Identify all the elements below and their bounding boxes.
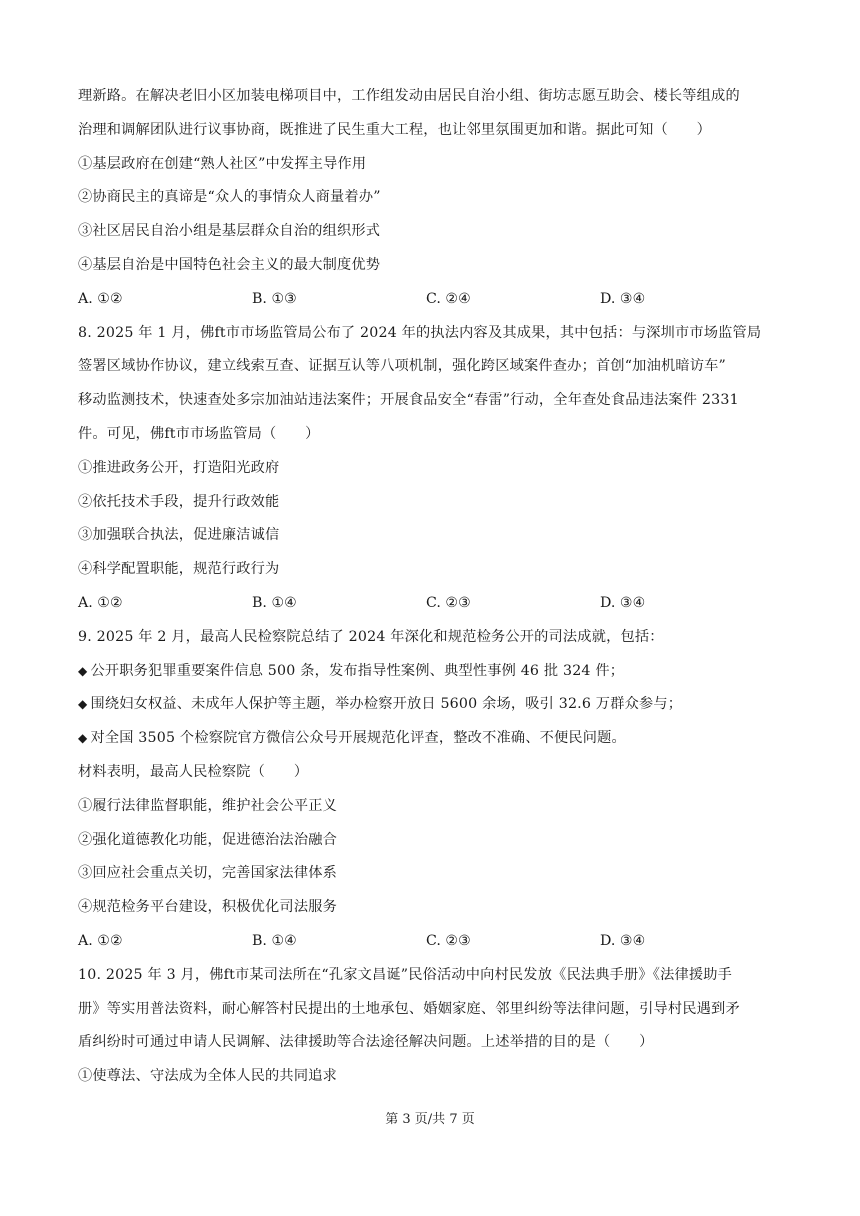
- statement: ④科学配置职能，规范行政行为: [78, 561, 280, 578]
- question-text-line: 签署区域协作协议，建立线索互查、证据互认等八项机制，强化跨区域案件查办；首创“加油机暗访车”: [78, 358, 726, 375]
- option-d: D. ③④: [600, 290, 646, 307]
- diamond-bullet-icon: ◆: [78, 731, 88, 746]
- question-text-line: 治理和调解团队进行议事协商，既推进了民生重大工程，也让邻里氛围更加和谐。据此可知（ ）: [78, 121, 712, 138]
- statement: ③回应社会重点关切，完善国家法律体系: [78, 865, 337, 882]
- bullet-text: 围绕妇女权益、未成年人保护等主题，举办检察开放日 5600 余场，吸引 32.6 万群众参与；: [90, 696, 683, 713]
- statement: ①推进政务公开，打造阳光政府: [78, 459, 280, 476]
- question-text-line: 理新路。在解决老旧小区加装电梯项目中，工作组发动由居民自治小组、街坊志愿互助会、楼长等组成的: [78, 88, 740, 104]
- statement: ④基层自治是中国特色社会主义的最大制度优势: [78, 256, 381, 273]
- option-c: C. ②④: [426, 290, 471, 307]
- statement: ③加强联合执法，促进廉洁诚信: [78, 527, 280, 544]
- statement: ②协商民主的真谛是“众人的事情众人商量着办”: [78, 189, 381, 206]
- diamond-bullet-icon: ◆: [78, 697, 88, 712]
- option-b: B. ①④: [252, 594, 297, 611]
- option-a: A. ①②: [78, 932, 123, 949]
- option-c: C. ②③: [426, 932, 471, 949]
- statement: ②强化道德教化功能，促进德治法治融合: [78, 831, 337, 848]
- option-b: B. ①④: [252, 932, 297, 949]
- question-text-line: 8. 2025 年 1 月，佛ft市市场监管局公布了 2024 年的执法内容及其成果，其中包括：与深圳市市场监管局: [78, 324, 762, 341]
- question-text-line: 移动监测技术，快速查处多宗加油站违法案件；开展食品安全“春雷”行动，全年查处食品违法案件 2331: [78, 392, 739, 409]
- option-b: B. ①③: [252, 290, 297, 307]
- question-text-line: 件。可见，佛ft市市场监管局（ ）: [78, 425, 320, 442]
- option-a: A. ①②: [78, 594, 123, 611]
- statement: ③社区居民自治小组是基层群众自治的组织形式: [78, 223, 381, 240]
- bullet-item: [78, 655, 794, 689]
- statement: ①履行法律监督职能，维护社会公平正义: [78, 797, 337, 814]
- answer-options: [78, 587, 794, 621]
- answer-options: [78, 925, 794, 959]
- statement: ①基层政府在创建“熟人社区”中发挥主导作用: [78, 155, 367, 172]
- bullet-item: [78, 722, 794, 756]
- question-10: [78, 959, 794, 1094]
- question-text-line: 10. 2025 年 3 月，佛ft市某司法所在“孔家文昌诞”民俗活动中向村民发放《民法典手册》《法律援助手: [78, 966, 733, 983]
- bullet-item: [78, 688, 794, 722]
- question-9: [78, 621, 794, 959]
- option-c: C. ②③: [426, 594, 471, 611]
- answer-options: [78, 283, 794, 317]
- question-text-line: 9. 2025 年 2 月，最高人民检察院总结了 2024 年深化和规范检务公开的司法成就，包括：: [78, 628, 664, 645]
- option-d: D. ③④: [600, 932, 646, 949]
- option-d: D. ③④: [600, 594, 646, 611]
- question-stem: 材料表明，最高人民检察院（ ）: [78, 763, 309, 780]
- question-text-line: 盾纠纷时可通过申请人民调解、法律援助等合法途径解决问题。上述举措的目的是（ ）: [78, 1034, 654, 1051]
- statement: ②依托技术手段，提升行政效能: [78, 493, 280, 510]
- question-7: [78, 80, 794, 317]
- option-a: A. ①②: [78, 290, 123, 307]
- statement: ④规范检务平台建设，积极优化司法服务: [78, 899, 337, 916]
- bullet-text: 公开职务犯罪重要案件信息 500 条，发布指导性案例、典型性事例 46 批 324 件；: [90, 662, 625, 679]
- page-footer: 第 3 页/共 7 页: [385, 1112, 475, 1127]
- question-8: [78, 317, 794, 621]
- bullet-text: 对全国 3505 个检察院官方微信公众号开展规范化评查，整改不准确、不便民问题。: [90, 730, 626, 747]
- question-text-line: 册》等实用普法资料，耐心解答村民提出的土地承包、婚姻家庭、邻里纠纷等法律问题，引导村民遇到矛: [78, 1000, 740, 1017]
- statement: ①使尊法、守法成为全体人民的共同追求: [78, 1068, 337, 1085]
- diamond-bullet-icon: ◆: [78, 663, 88, 678]
- page-content: [78, 80, 794, 1094]
